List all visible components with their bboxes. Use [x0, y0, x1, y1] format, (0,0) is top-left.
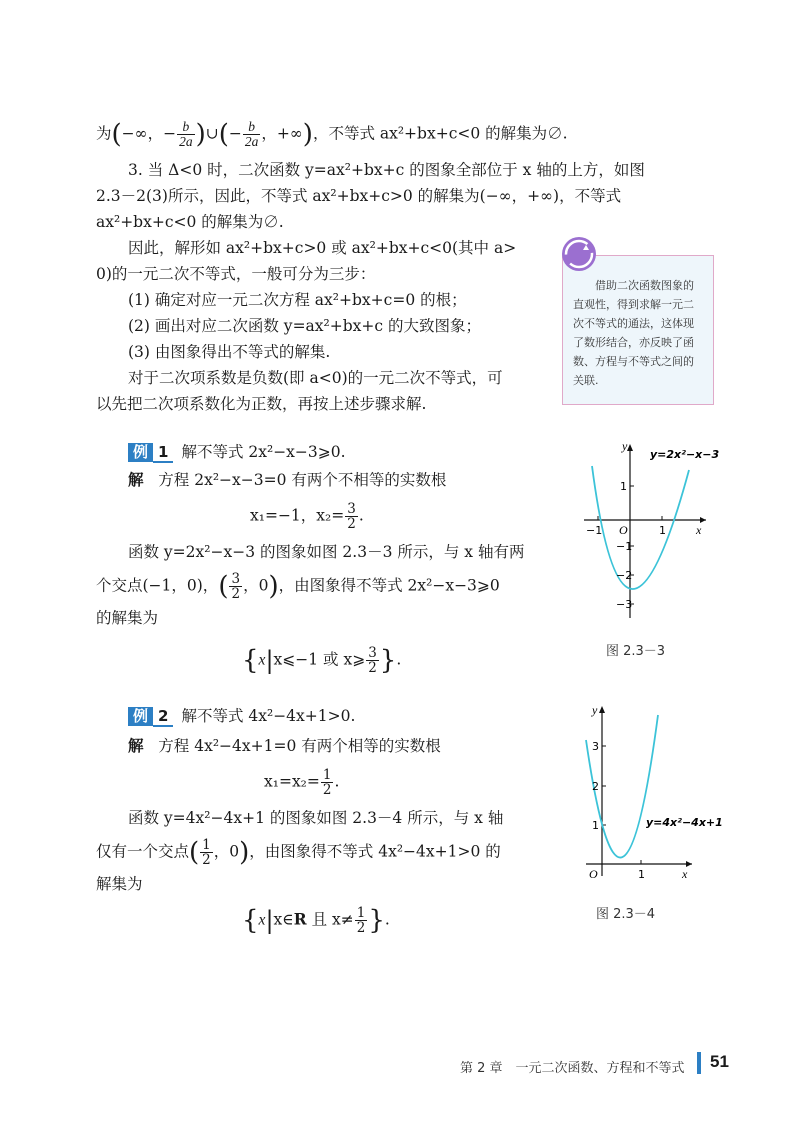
set-bar: |: [265, 906, 274, 935]
fraction: [229, 572, 242, 601]
text-span: ，+∞: [261, 124, 303, 143]
brace-close: }: [379, 645, 397, 676]
text-span: 且 x≠: [306, 910, 354, 929]
denominator: 2a: [179, 134, 193, 149]
example-2-heading: [128, 706, 355, 727]
text-span: .: [358, 506, 364, 525]
paragraph-line: 对于二次项系数是负数(即 a<0)的一元二次不等式，可: [128, 369, 503, 387]
paragraph-line: ax²+bx+c<0 的解集为∅.: [96, 213, 284, 231]
text-span: 方程 2x²−x−3=0 有两个不相等的实数根: [158, 471, 447, 489]
paragraph-line: 2.3－2(3)所示，因此，不等式 ax²+bx+c>0 的解集为(−∞，+∞)，不等式: [96, 187, 622, 205]
numerator: 1: [202, 837, 211, 853]
tick-label: 1: [638, 868, 645, 881]
denominator: 2: [368, 660, 377, 676]
real-set-symbol: R: [293, 909, 307, 929]
text-span: −: [228, 124, 242, 143]
numerator: b: [243, 120, 261, 135]
solution-set: [242, 646, 401, 675]
paragraph-line: [96, 838, 501, 867]
denominator: 2: [231, 586, 241, 602]
text-span: x₁=−1，x₂=: [250, 506, 345, 525]
axis-y-label: y: [622, 439, 628, 453]
paren-open: (: [189, 837, 200, 868]
note-line: 直观性，得到求解一元二: [573, 298, 694, 311]
solution-label: 解: [128, 736, 144, 755]
tick-label: −1: [586, 524, 603, 537]
brace-open: {: [242, 645, 259, 676]
note-line: 借助二次函数图象的: [595, 279, 694, 292]
example-number: 1: [153, 444, 173, 463]
page-number: 51: [710, 1052, 729, 1071]
step-line: (1) 确定对应一元二次方程 ax²+bx+c=0 的根；: [128, 291, 467, 309]
paragraph-line: 解集为: [96, 875, 143, 893]
denominator: 2: [356, 920, 366, 936]
paragraph-line: 因此，解形如 ax²+bx+c>0 或 ax²+bx+c<0(其中 a>: [128, 239, 517, 257]
step-line: (2) 画出对应二次函数 y=ax²+bx+c 的大致图象；: [128, 317, 481, 335]
function-label: y=2x²−x−3: [650, 448, 720, 461]
fraction: [243, 120, 261, 149]
brace-close: }: [368, 905, 385, 936]
solution-set: [242, 906, 390, 935]
text-span: 方程 4x²−4x+1=0 有两个相等的实数根: [158, 737, 441, 755]
figure-caption: 图 2.3－4: [596, 907, 656, 922]
text-span: x⩽−1 或 x⩾: [273, 650, 366, 669]
fraction: [355, 906, 368, 935]
paragraph-line: 函数 y=4x²−4x+1 的图象如图 2.3－4 所示，与 x 轴: [128, 809, 504, 827]
axis-x-label: x: [696, 523, 702, 537]
text-span: x₁=x₂=: [264, 772, 320, 791]
example-problem: 解不等式 4x²−4x+1>0.: [181, 707, 356, 725]
denominator: 2: [202, 852, 211, 868]
text-span: −∞，−: [121, 124, 177, 143]
origin-label: O: [589, 867, 598, 881]
numerator: 3: [347, 501, 356, 517]
fraction: [345, 502, 358, 531]
text-span: 个交点(−1，0)，: [96, 576, 219, 595]
paragraph-line: 0)的一元二次不等式，一般可分为三步：: [96, 265, 376, 283]
paragraph-line: 的解集为: [96, 609, 159, 627]
tick-label: −3: [616, 598, 633, 611]
note-line: 次不等式的通法，这体现: [573, 317, 694, 330]
solution-line: [128, 736, 441, 756]
text-span: x: [258, 651, 266, 669]
text-span: ，不等式 ax²+bx+c<0 的解集为∅.: [312, 124, 568, 143]
paren-open: (: [111, 119, 122, 150]
tick-label: −1: [616, 540, 633, 553]
function-label: y=4x²−4x+1: [646, 816, 723, 829]
denominator: 2a: [244, 134, 259, 149]
origin-label: O: [619, 523, 628, 537]
solution-line: [128, 470, 446, 490]
paragraph-line: 以先把二次项系数化为正数，再按上述步骤求解.: [96, 395, 427, 413]
thinking-icon: [559, 234, 599, 274]
example-number: 2: [153, 708, 173, 727]
numerator: b: [177, 120, 195, 135]
note-line: 了数形结合，亦反映了函: [573, 336, 694, 349]
fraction: [177, 120, 195, 149]
paren-close: ): [195, 119, 206, 150]
denominator: 2: [347, 516, 356, 532]
tick-label: 1: [592, 819, 599, 832]
note-line: 数、方程与不等式之间的: [573, 355, 694, 368]
example-tag: 例: [128, 443, 153, 462]
numerator: 3: [368, 645, 377, 661]
numerator: 1: [322, 767, 332, 783]
example-tag: 例: [128, 707, 153, 726]
figure-2-3-3: [578, 438, 738, 628]
numerator: 1: [356, 905, 366, 921]
tick-label: 1: [659, 524, 666, 537]
tick-label: 3: [592, 740, 599, 753]
paren-close: ): [239, 837, 250, 868]
fraction: [200, 838, 213, 867]
text-span: .: [384, 910, 390, 929]
text-span: .: [334, 772, 340, 791]
tick-label: −2: [616, 569, 633, 582]
example-1-heading: [128, 442, 346, 463]
paren-close: ): [268, 571, 279, 602]
chapter-footer: 第 2 章 一元二次函数、方程和不等式: [460, 1061, 685, 1076]
text-span: x: [258, 911, 266, 929]
side-note: [562, 255, 714, 405]
text-span: ，0: [243, 576, 269, 595]
example-problem: 解不等式 2x²−x−3⩾0.: [181, 443, 346, 461]
note-line: 关联.: [573, 374, 599, 387]
paragraph-line: [96, 120, 568, 149]
step-line: (3) 由图象得出不等式的解集.: [128, 343, 331, 361]
text-span: ，0: [213, 842, 240, 861]
text-span: ，由图象得不等式 4x²−4x+1>0 的: [249, 842, 501, 861]
union-symbol: ∪: [205, 124, 219, 143]
brace-open: {: [242, 905, 259, 936]
roots-line: [264, 768, 339, 797]
axis-y-label: y: [592, 703, 598, 717]
text-span: 为: [96, 124, 112, 143]
figure-caption: 图 2.3－3: [606, 644, 666, 659]
tick-label: 1: [620, 480, 627, 493]
paren-open: (: [218, 119, 229, 150]
fraction: [321, 768, 334, 797]
text-span: ，由图象得不等式 2x²−x−3⩾0: [278, 576, 500, 595]
fraction: [366, 646, 379, 675]
numerator: 3: [231, 571, 241, 587]
paragraph-line: 3. 当 Δ<0 时，二次函数 y=ax²+bx+c 的图象全部位于 x 轴的上方，如图: [128, 161, 645, 179]
paren-close: ): [302, 119, 313, 150]
denominator: 2: [322, 782, 332, 798]
solution-label: 解: [128, 470, 144, 489]
paragraph-line: 函数 y=2x²−x−3 的图象如图 2.3－3 所示，与 x 轴有两: [128, 543, 525, 561]
text-span: 仅有一个交点: [96, 842, 190, 861]
paren-open: (: [218, 571, 229, 602]
text-span: x∈: [273, 910, 294, 929]
tick-label: 2: [592, 780, 599, 793]
page-divider: [697, 1052, 701, 1074]
set-bar: |: [265, 646, 274, 675]
paragraph-line: [96, 572, 500, 601]
axis-x-label: x: [682, 867, 688, 881]
figure-2-3-4: [580, 700, 740, 890]
roots-line: [250, 502, 364, 531]
text-span: .: [396, 650, 402, 669]
